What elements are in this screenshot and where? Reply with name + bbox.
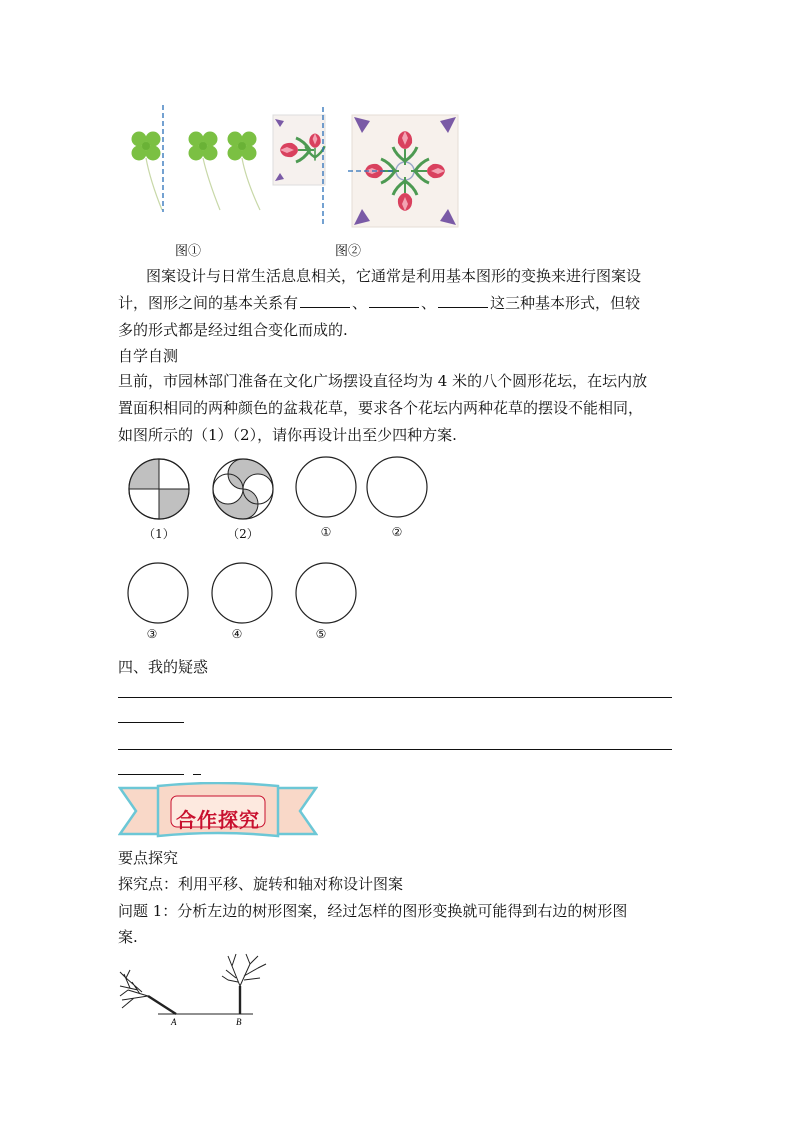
figure-2-tulip-tiles [270, 105, 465, 230]
circle-blank-4[interactable] [210, 561, 274, 625]
circle-blank-2[interactable] [365, 455, 429, 519]
separator: 、 [352, 294, 368, 312]
circle-design-2 [211, 457, 275, 521]
circle-blank-3[interactable] [126, 561, 190, 625]
answer-line[interactable] [118, 749, 672, 750]
tree-left-icon [120, 970, 176, 1014]
explore-point: 探究点：利用平移、旋转和轴对称设计图案 [118, 875, 404, 893]
self-test-line-3: 如图所示的（1）（2），请你再设计出至少四种方案. [118, 426, 457, 444]
explore-heading: 要点探究 [118, 849, 179, 867]
circle-label: （2） [227, 527, 259, 541]
circle-label: ② [391, 525, 403, 539]
answer-line[interactable] [118, 697, 672, 698]
tree-figure [118, 952, 278, 1028]
intro-line-1: 图案设计与日常生活息息相关，它通常是利用基本图形的变换来进行图案设 [146, 267, 642, 285]
answer-blank-1[interactable] [300, 293, 350, 308]
answer-line[interactable] [118, 774, 184, 775]
circle-design-1 [127, 457, 191, 521]
figure-2-caption: 图② [335, 244, 362, 259]
intro-line-2-end: 这三种基本形式，但较 [490, 294, 641, 312]
question-1-line-1: 问题 1：分析左边的树形图案，经过怎样的图形变换就可能得到右边的树形图 [118, 902, 628, 920]
circle-label: ⑤ [315, 627, 327, 641]
tile-small-icon [273, 115, 325, 185]
clover-icon [189, 132, 221, 211]
self-test-line-2: 置面积相同的两种颜色的盆栽花草，要求各个花坛内两种花草的摆设不能相同， [118, 399, 644, 417]
intro-line-2-text: 计，图形之间的基本关系有 [118, 294, 299, 312]
point-a-label: A [171, 1017, 177, 1027]
separator: 、 [421, 294, 437, 312]
point-b-label: B [236, 1017, 242, 1027]
self-test-line-1: 旦前，市园林部门准备在文化广场摆设直径均为 4 米的八个圆形花坛，在坛内放 [118, 372, 648, 390]
answer-line[interactable] [118, 722, 184, 723]
figure-1-clovers [120, 100, 270, 215]
answer-blank-2[interactable] [369, 293, 419, 308]
self-test-heading: 自学自测 [118, 347, 179, 365]
tree-right-icon [222, 954, 266, 1014]
circle-label: （1） [143, 527, 175, 541]
circle-label: ① [320, 525, 332, 539]
intro-line-2 [118, 291, 640, 315]
clover-icon [132, 132, 163, 211]
figure-1-caption: 图① [175, 244, 202, 259]
circle-blank-1[interactable] [294, 455, 358, 519]
circle-label: ③ [146, 627, 158, 641]
answer-line[interactable] [193, 774, 201, 775]
circle-label: ④ [231, 627, 243, 641]
doubts-heading: 四、我的疑惑 [118, 658, 209, 676]
banner-title: 合作探究 [176, 808, 260, 832]
clover-icon [228, 132, 261, 211]
intro-line-3: 多的形式都是经过组合变化而成的. [118, 321, 348, 339]
question-1-line-2: 案. [118, 928, 138, 946]
circle-blank-5[interactable] [294, 561, 358, 625]
answer-blank-3[interactable] [438, 293, 488, 308]
